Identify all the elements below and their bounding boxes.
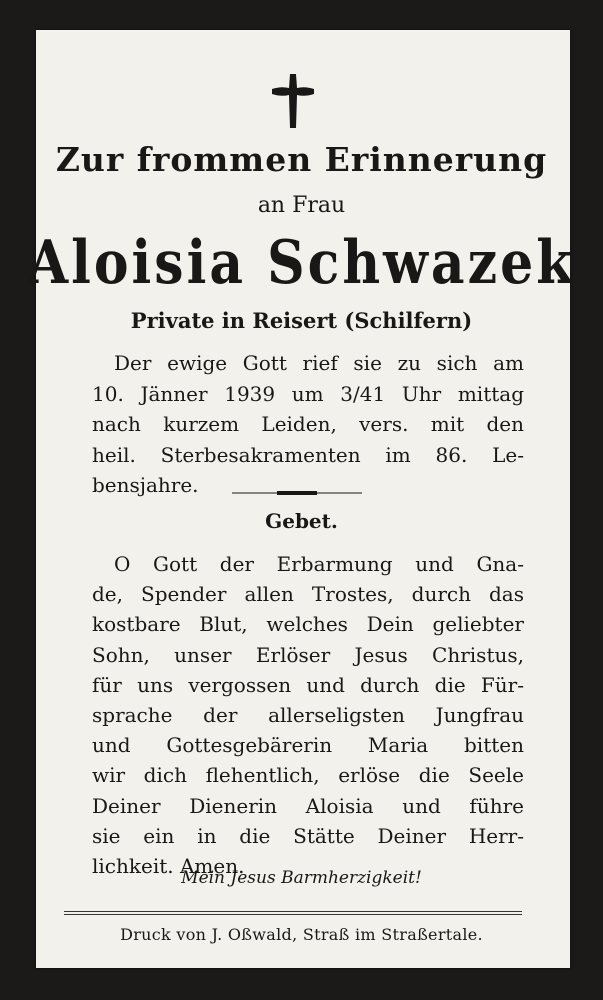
prayer-line: de, Spender allen Trostes, durch das (92, 582, 524, 607)
card-subtitle: an Frau (257, 193, 346, 218)
closing-invocation: Mein Jesus Barmherzigkeit! (181, 868, 422, 888)
prayer-line: wir dich flehentlich, erlöse die Seele (92, 763, 524, 788)
prayer-line: sprache der allerseligsten Jungfrau (92, 703, 524, 728)
prayer-text (92, 549, 524, 881)
prayer-line: Deiner Dienerin Aloisia und führe (92, 793, 524, 818)
deceased-role: Private in Reisert (Schilfern) (130, 308, 473, 333)
prayer-line: für uns vergossen und durch die Für- (92, 672, 524, 697)
notice-line: Der ewige Gott rief sie zu sich am (114, 351, 524, 375)
prayer-line: lichkeit. Amen. (92, 854, 245, 879)
deceased-name: Aloisia Schwazek (27, 228, 576, 299)
printer-imprint: Druck von J. Oßwald, Straß im Straßertale. (120, 925, 483, 944)
prayer-line: sie ein in die Stätte Deiner Herr- (92, 823, 524, 848)
prayer-line: kostbare Blut, welches Dein geliebter (92, 612, 524, 637)
notice-line: bensjahre. (92, 473, 199, 497)
notice-line: heil. Sterbesakramenten im 86. Le- (92, 442, 524, 467)
prayer-line: Sohn, unser Erlöser Jesus Christus, (92, 642, 524, 667)
cross-icon (270, 72, 316, 130)
death-notice (92, 348, 524, 501)
notice-line: 10. Jänner 1939 um 3/41 Uhr mittag (92, 381, 524, 406)
prayer-line: und Gottesgebärerin Maria bitten (92, 733, 524, 758)
prayer-heading: Gebet. (265, 509, 338, 533)
prayer-line: O Gott der Erbarmung und Gna- (114, 552, 524, 576)
card-title: Zur frommen Erinnerung (55, 140, 548, 179)
notice-line: nach kurzem Leiden, vers. mit den (92, 412, 524, 436)
ornamental-separator (232, 490, 362, 496)
footer-rule (64, 911, 522, 915)
